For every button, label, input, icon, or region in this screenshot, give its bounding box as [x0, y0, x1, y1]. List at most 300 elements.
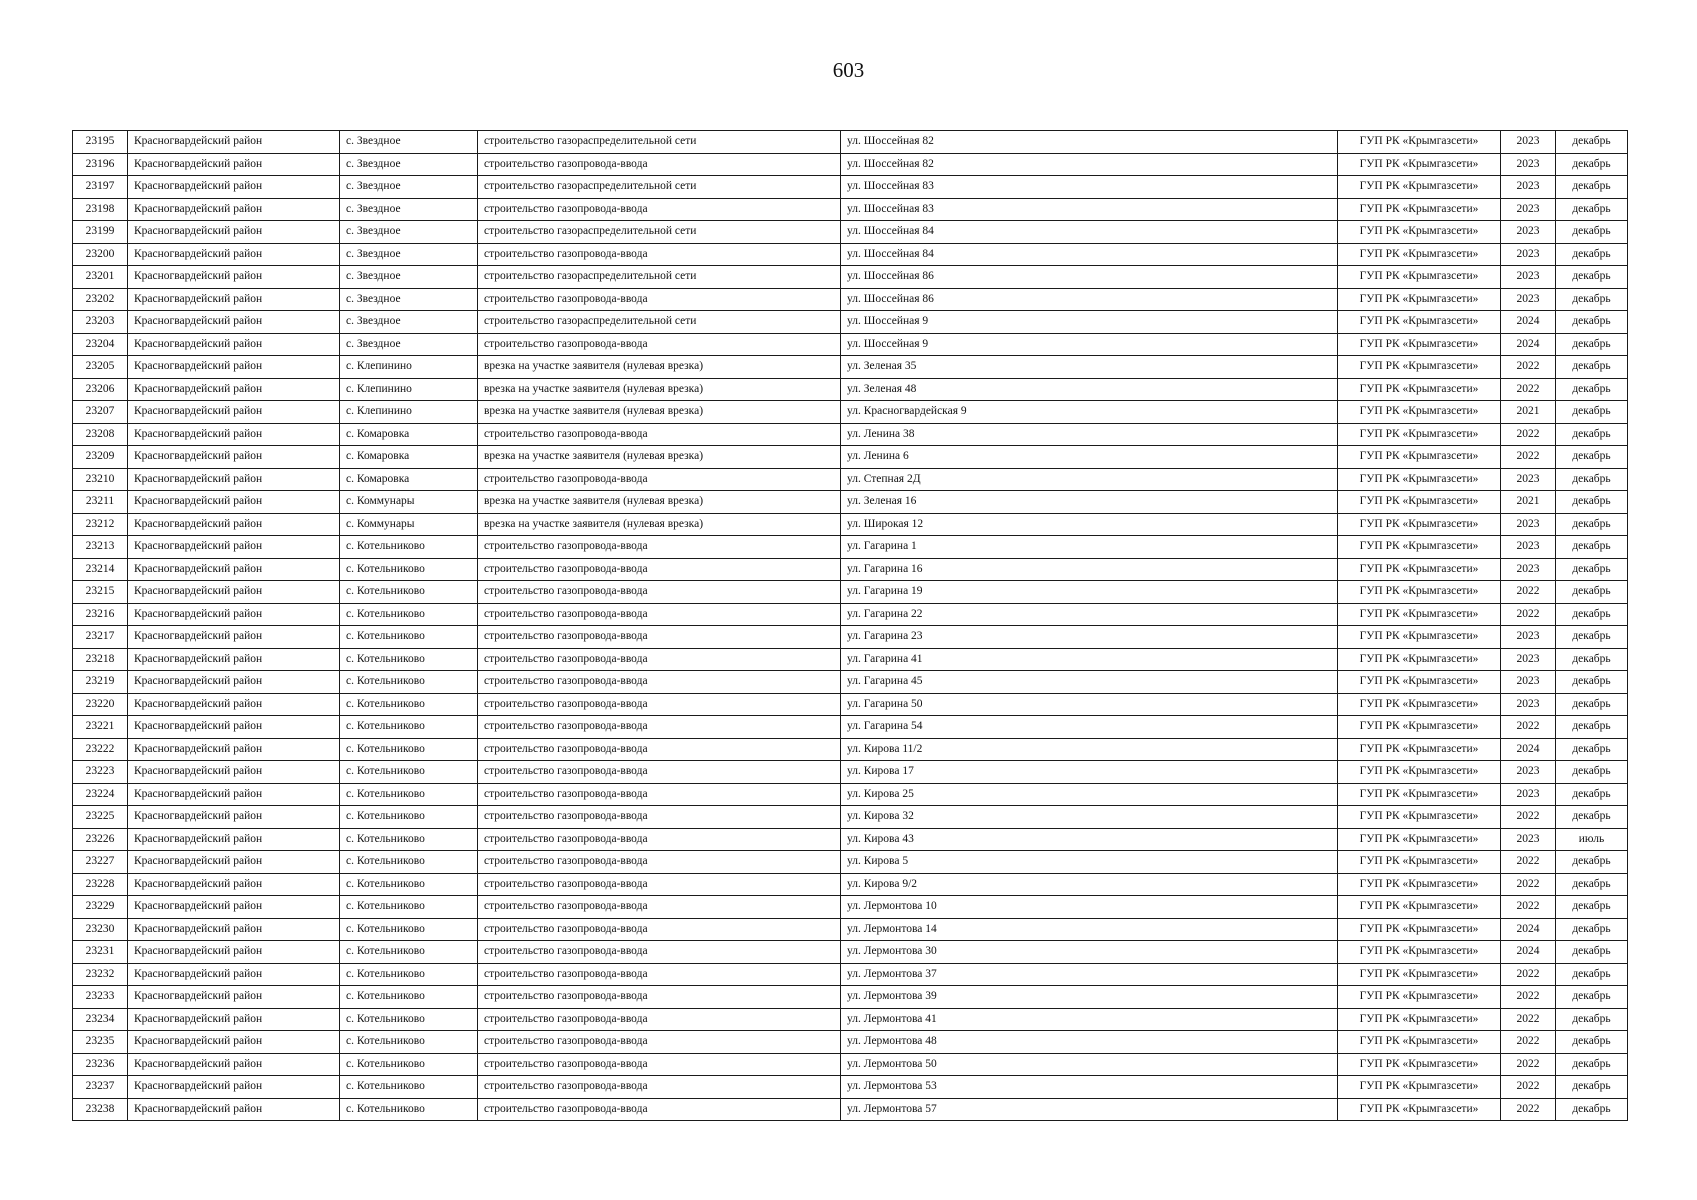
year-cell: 2022 [1501, 1008, 1556, 1031]
organization-cell: ГУП РК «Крымгазсети» [1338, 963, 1501, 986]
table-row [73, 131, 1628, 154]
settlement-cell: с. Котельниково [340, 558, 478, 581]
district-cell: Красногвардейский район [128, 513, 340, 536]
year-cell: 2022 [1501, 963, 1556, 986]
district-cell: Красногвардейский район [128, 198, 340, 221]
year-cell: 2021 [1501, 491, 1556, 514]
month-cell: декабрь [1556, 198, 1628, 221]
row-number-cell: 23235 [73, 1031, 128, 1054]
table-row [73, 513, 1628, 536]
row-number-cell: 23197 [73, 176, 128, 199]
organization-cell: ГУП РК «Крымгазсети» [1338, 738, 1501, 761]
table-row [73, 603, 1628, 626]
table-row [73, 918, 1628, 941]
month-cell: декабрь [1556, 468, 1628, 491]
address-cell: ул. Гагарина 1 [841, 536, 1338, 559]
row-number-cell: 23213 [73, 536, 128, 559]
table-row [73, 333, 1628, 356]
month-cell: декабрь [1556, 918, 1628, 941]
organization-cell: ГУП РК «Крымгазсети» [1338, 761, 1501, 784]
table-row [73, 873, 1628, 896]
settlement-cell: с. Котельниково [340, 873, 478, 896]
settlement-cell: с. Звездное [340, 176, 478, 199]
work-type-cell: строительство газораспределительной сети [478, 176, 841, 199]
district-cell: Красногвардейский район [128, 761, 340, 784]
address-cell: ул. Гагарина 50 [841, 693, 1338, 716]
organization-cell: ГУП РК «Крымгазсети» [1338, 986, 1501, 1009]
month-cell: декабрь [1556, 626, 1628, 649]
address-cell: ул. Гагарина 16 [841, 558, 1338, 581]
table-row [73, 221, 1628, 244]
year-cell: 2024 [1501, 333, 1556, 356]
organization-cell: ГУП РК «Крымгазсети» [1338, 558, 1501, 581]
address-cell: ул. Шоссейная 84 [841, 221, 1338, 244]
work-type-cell: строительство газопровода-ввода [478, 716, 841, 739]
row-number-cell: 23195 [73, 131, 128, 154]
month-cell: декабрь [1556, 558, 1628, 581]
month-cell: декабрь [1556, 986, 1628, 1009]
district-cell: Красногвардейский район [128, 356, 340, 379]
row-number-cell: 23230 [73, 918, 128, 941]
address-cell: ул. Шоссейная 9 [841, 311, 1338, 334]
organization-cell: ГУП РК «Крымгазсети» [1338, 198, 1501, 221]
year-cell: 2022 [1501, 446, 1556, 469]
district-cell: Красногвардейский район [128, 716, 340, 739]
district-cell: Красногвардейский район [128, 378, 340, 401]
row-number-cell: 23232 [73, 963, 128, 986]
district-cell: Красногвардейский район [128, 693, 340, 716]
district-cell: Красногвардейский район [128, 333, 340, 356]
month-cell: декабрь [1556, 963, 1628, 986]
district-cell: Красногвардейский район [128, 603, 340, 626]
address-cell: ул. Кирова 5 [841, 851, 1338, 874]
row-number-cell: 23207 [73, 401, 128, 424]
district-cell: Красногвардейский район [128, 648, 340, 671]
district-cell: Красногвардейский район [128, 266, 340, 289]
address-cell: ул. Лермонтова 14 [841, 918, 1338, 941]
district-cell: Красногвардейский район [128, 423, 340, 446]
month-cell: декабрь [1556, 716, 1628, 739]
year-cell: 2024 [1501, 918, 1556, 941]
month-cell: декабрь [1556, 311, 1628, 334]
district-cell: Красногвардейский район [128, 963, 340, 986]
table-row [73, 468, 1628, 491]
work-type-cell: строительство газопровода-ввода [478, 761, 841, 784]
row-number-cell: 23223 [73, 761, 128, 784]
organization-cell: ГУП РК «Крымгазсети» [1338, 536, 1501, 559]
row-number-cell: 23229 [73, 896, 128, 919]
table-row [73, 581, 1628, 604]
month-cell: декабрь [1556, 896, 1628, 919]
month-cell: декабрь [1556, 378, 1628, 401]
year-cell: 2022 [1501, 873, 1556, 896]
settlement-cell: с. Коммунары [340, 491, 478, 514]
settlement-cell: с. Котельниково [340, 986, 478, 1009]
row-number-cell: 23219 [73, 671, 128, 694]
month-cell: декабрь [1556, 1008, 1628, 1031]
table-row [73, 243, 1628, 266]
organization-cell: ГУП РК «Крымгазсети» [1338, 896, 1501, 919]
settlement-cell: с. Котельниково [340, 693, 478, 716]
work-type-cell: строительство газопровода-ввода [478, 1053, 841, 1076]
month-cell: декабрь [1556, 671, 1628, 694]
month-cell: декабрь [1556, 266, 1628, 289]
table-row [73, 941, 1628, 964]
address-cell: ул. Кирова 17 [841, 761, 1338, 784]
settlement-cell: с. Звездное [340, 333, 478, 356]
organization-cell: ГУП РК «Крымгазсети» [1338, 243, 1501, 266]
work-type-cell: строительство газопровода-ввода [478, 828, 841, 851]
organization-cell: ГУП РК «Крымгазсети» [1338, 828, 1501, 851]
district-cell: Красногвардейский район [128, 468, 340, 491]
table-row [73, 558, 1628, 581]
month-cell: декабрь [1556, 333, 1628, 356]
table-row [73, 738, 1628, 761]
month-cell: декабрь [1556, 1076, 1628, 1099]
address-cell: ул. Кирова 9/2 [841, 873, 1338, 896]
district-cell: Красногвардейский район [128, 1053, 340, 1076]
table-row [73, 198, 1628, 221]
table-row [73, 986, 1628, 1009]
settlement-cell: с. Клепинино [340, 356, 478, 379]
row-number-cell: 23196 [73, 153, 128, 176]
work-type-cell: врезка на участке заявителя (нулевая врезка) [478, 356, 841, 379]
table-row [73, 963, 1628, 986]
table-row [73, 828, 1628, 851]
organization-cell: ГУП РК «Крымгазсети» [1338, 851, 1501, 874]
organization-cell: ГУП РК «Крымгазсети» [1338, 1053, 1501, 1076]
address-cell: ул. Зеленая 16 [841, 491, 1338, 514]
organization-cell: ГУП РК «Крымгазсети» [1338, 221, 1501, 244]
organization-cell: ГУП РК «Крымгазсети» [1338, 1076, 1501, 1099]
settlement-cell: с. Котельниково [340, 918, 478, 941]
work-type-cell: строительство газопровода-ввода [478, 1008, 841, 1031]
district-cell: Красногвардейский район [128, 671, 340, 694]
organization-cell: ГУП РК «Крымгазсети» [1338, 378, 1501, 401]
work-type-cell: строительство газопровода-ввода [478, 783, 841, 806]
work-type-cell: строительство газопровода-ввода [478, 536, 841, 559]
address-cell: ул. Кирова 11/2 [841, 738, 1338, 761]
address-cell: ул. Гагарина 45 [841, 671, 1338, 694]
row-number-cell: 23236 [73, 1053, 128, 1076]
row-number-cell: 23215 [73, 581, 128, 604]
month-cell: декабрь [1556, 243, 1628, 266]
organization-cell: ГУП РК «Крымгазсети» [1338, 176, 1501, 199]
work-type-cell: строительство газопровода-ввода [478, 333, 841, 356]
district-cell: Красногвардейский район [128, 1008, 340, 1031]
settlement-cell: с. Звездное [340, 153, 478, 176]
row-number-cell: 23218 [73, 648, 128, 671]
table-row [73, 266, 1628, 289]
settlement-cell: с. Клепинино [340, 378, 478, 401]
organization-cell: ГУП РК «Крымгазсети» [1338, 941, 1501, 964]
month-cell: декабрь [1556, 873, 1628, 896]
year-cell: 2022 [1501, 1031, 1556, 1054]
organization-cell: ГУП РК «Крымгазсети» [1338, 468, 1501, 491]
organization-cell: ГУП РК «Крымгазсети» [1338, 288, 1501, 311]
work-type-cell: строительство газопровода-ввода [478, 963, 841, 986]
district-cell: Красногвардейский район [128, 446, 340, 469]
row-number-cell: 23206 [73, 378, 128, 401]
year-cell: 2023 [1501, 176, 1556, 199]
district-cell: Красногвардейский район [128, 873, 340, 896]
month-cell: июль [1556, 828, 1628, 851]
organization-cell: ГУП РК «Крымгазсети» [1338, 491, 1501, 514]
work-type-cell: строительство газопровода-ввода [478, 198, 841, 221]
month-cell: декабрь [1556, 131, 1628, 154]
settlement-cell: с. Котельниково [340, 581, 478, 604]
organization-cell: ГУП РК «Крымгазсети» [1338, 918, 1501, 941]
work-type-cell: строительство газораспределительной сети [478, 221, 841, 244]
work-type-cell: строительство газопровода-ввода [478, 288, 841, 311]
organization-cell: ГУП РК «Крымгазсети» [1338, 693, 1501, 716]
settlement-cell: с. Котельниково [340, 536, 478, 559]
organization-cell: ГУП РК «Крымгазсети» [1338, 356, 1501, 379]
table-row [73, 401, 1628, 424]
settlement-cell: с. Котельниково [340, 626, 478, 649]
month-cell: декабрь [1556, 401, 1628, 424]
month-cell: декабрь [1556, 693, 1628, 716]
year-cell: 2023 [1501, 783, 1556, 806]
address-cell: ул. Широкая 12 [841, 513, 1338, 536]
district-cell: Красногвардейский район [128, 896, 340, 919]
work-type-cell: строительство газопровода-ввода [478, 941, 841, 964]
row-number-cell: 23224 [73, 783, 128, 806]
table-row [73, 536, 1628, 559]
work-type-cell: строительство газопровода-ввода [478, 1076, 841, 1099]
month-cell: декабрь [1556, 221, 1628, 244]
row-number-cell: 23233 [73, 986, 128, 1009]
settlement-cell: с. Котельниково [340, 1076, 478, 1099]
month-cell: декабрь [1556, 851, 1628, 874]
year-cell: 2023 [1501, 243, 1556, 266]
organization-cell: ГУП РК «Крымгазсети» [1338, 716, 1501, 739]
year-cell: 2023 [1501, 693, 1556, 716]
district-cell: Красногвардейский район [128, 738, 340, 761]
month-cell: декабрь [1556, 783, 1628, 806]
year-cell: 2023 [1501, 513, 1556, 536]
address-cell: ул. Шоссейная 82 [841, 131, 1338, 154]
settlement-cell: с. Звездное [340, 288, 478, 311]
month-cell: декабрь [1556, 1053, 1628, 1076]
address-cell: ул. Лермонтова 39 [841, 986, 1338, 1009]
row-number-cell: 23216 [73, 603, 128, 626]
work-type-cell: строительство газопровода-ввода [478, 243, 841, 266]
year-cell: 2022 [1501, 1076, 1556, 1099]
table-row [73, 1031, 1628, 1054]
organization-cell: ГУП РК «Крымгазсети» [1338, 1031, 1501, 1054]
table-row [73, 648, 1628, 671]
year-cell: 2023 [1501, 671, 1556, 694]
table-row [73, 896, 1628, 919]
work-type-cell: строительство газопровода-ввода [478, 648, 841, 671]
year-cell: 2022 [1501, 603, 1556, 626]
year-cell: 2023 [1501, 266, 1556, 289]
year-cell: 2024 [1501, 738, 1556, 761]
work-type-cell: строительство газопровода-ввода [478, 693, 841, 716]
row-number-cell: 23209 [73, 446, 128, 469]
row-number-cell: 23225 [73, 806, 128, 829]
year-cell: 2024 [1501, 311, 1556, 334]
settlement-cell: с. Котельниково [340, 963, 478, 986]
address-cell: ул. Шоссейная 84 [841, 243, 1338, 266]
table-row [73, 153, 1628, 176]
district-cell: Красногвардейский район [128, 581, 340, 604]
month-cell: декабрь [1556, 603, 1628, 626]
address-cell: ул. Лермонтова 53 [841, 1076, 1338, 1099]
address-cell: ул. Шоссейная 83 [841, 176, 1338, 199]
work-type-cell: строительство газопровода-ввода [478, 986, 841, 1009]
row-number-cell: 23217 [73, 626, 128, 649]
month-cell: декабрь [1556, 153, 1628, 176]
work-type-cell: строительство газопровода-ввода [478, 1031, 841, 1054]
district-cell: Красногвардейский район [128, 491, 340, 514]
row-number-cell: 23231 [73, 941, 128, 964]
organization-cell: ГУП РК «Крымгазсети» [1338, 153, 1501, 176]
address-cell: ул. Шоссейная 86 [841, 266, 1338, 289]
year-cell: 2022 [1501, 896, 1556, 919]
work-type-cell: строительство газопровода-ввода [478, 738, 841, 761]
row-number-cell: 23214 [73, 558, 128, 581]
month-cell: декабрь [1556, 536, 1628, 559]
district-cell: Красногвардейский район [128, 401, 340, 424]
row-number-cell: 23212 [73, 513, 128, 536]
district-cell: Красногвардейский район [128, 176, 340, 199]
month-cell: декабрь [1556, 581, 1628, 604]
row-number-cell: 23200 [73, 243, 128, 266]
address-cell: ул. Лермонтова 10 [841, 896, 1338, 919]
settlement-cell: с. Звездное [340, 266, 478, 289]
settlement-cell: с. Котельниково [340, 851, 478, 874]
address-cell: ул. Гагарина 54 [841, 716, 1338, 739]
row-number-cell: 23220 [73, 693, 128, 716]
organization-cell: ГУП РК «Крымгазсети» [1338, 648, 1501, 671]
address-cell: ул. Лермонтова 57 [841, 1098, 1338, 1121]
month-cell: декабрь [1556, 446, 1628, 469]
address-cell: ул. Степная 2Д [841, 468, 1338, 491]
year-cell: 2023 [1501, 828, 1556, 851]
work-type-cell: строительство газопровода-ввода [478, 423, 841, 446]
district-cell: Красногвардейский район [128, 131, 340, 154]
month-cell: декабрь [1556, 288, 1628, 311]
address-cell: ул. Шоссейная 86 [841, 288, 1338, 311]
row-number-cell: 23228 [73, 873, 128, 896]
month-cell: декабрь [1556, 941, 1628, 964]
settlement-cell: с. Звездное [340, 221, 478, 244]
row-number-cell: 23221 [73, 716, 128, 739]
district-cell: Красногвардейский район [128, 986, 340, 1009]
settlement-cell: с. Комаровка [340, 423, 478, 446]
month-cell: декабрь [1556, 423, 1628, 446]
table-row [73, 693, 1628, 716]
month-cell: декабрь [1556, 176, 1628, 199]
row-number-cell: 23211 [73, 491, 128, 514]
organization-cell: ГУП РК «Крымгазсети» [1338, 311, 1501, 334]
address-cell: ул. Лермонтова 48 [841, 1031, 1338, 1054]
settlement-cell: с. Котельниково [340, 941, 478, 964]
work-type-cell: врезка на участке заявителя (нулевая врезка) [478, 513, 841, 536]
table-row [73, 806, 1628, 829]
work-type-cell: строительство газопровода-ввода [478, 873, 841, 896]
district-cell: Красногвардейский район [128, 221, 340, 244]
district-cell: Красногвардейский район [128, 243, 340, 266]
address-cell: ул. Ленина 6 [841, 446, 1338, 469]
row-number-cell: 23205 [73, 356, 128, 379]
district-cell: Красногвардейский район [128, 851, 340, 874]
settlement-cell: с. Комаровка [340, 446, 478, 469]
organization-cell: ГУП РК «Крымгазсети» [1338, 446, 1501, 469]
district-cell: Красногвардейский район [128, 1031, 340, 1054]
work-type-cell: врезка на участке заявителя (нулевая врезка) [478, 491, 841, 514]
year-cell: 2023 [1501, 198, 1556, 221]
settlement-cell: с. Звездное [340, 243, 478, 266]
table-row [73, 851, 1628, 874]
table-row [73, 311, 1628, 334]
row-number-cell: 23208 [73, 423, 128, 446]
address-cell: ул. Кирова 32 [841, 806, 1338, 829]
row-number-cell: 23204 [73, 333, 128, 356]
work-type-cell: врезка на участке заявителя (нулевая врезка) [478, 401, 841, 424]
row-number-cell: 23234 [73, 1008, 128, 1031]
year-cell: 2024 [1501, 941, 1556, 964]
year-cell: 2022 [1501, 716, 1556, 739]
address-cell: ул. Шоссейная 83 [841, 198, 1338, 221]
district-cell: Красногвардейский район [128, 288, 340, 311]
address-cell: ул. Кирова 25 [841, 783, 1338, 806]
work-type-cell: строительство газопровода-ввода [478, 851, 841, 874]
organization-cell: ГУП РК «Крымгазсети» [1338, 783, 1501, 806]
month-cell: декабрь [1556, 648, 1628, 671]
organization-cell: ГУП РК «Крымгазсети» [1338, 266, 1501, 289]
district-cell: Красногвардейский район [128, 828, 340, 851]
year-cell: 2022 [1501, 356, 1556, 379]
district-cell: Красногвардейский район [128, 918, 340, 941]
work-type-cell: врезка на участке заявителя (нулевая врезка) [478, 378, 841, 401]
year-cell: 2022 [1501, 1098, 1556, 1121]
year-cell: 2023 [1501, 288, 1556, 311]
address-cell: ул. Зеленая 35 [841, 356, 1338, 379]
table-row [73, 378, 1628, 401]
district-cell: Красногвардейский район [128, 783, 340, 806]
district-cell: Красногвардейский район [128, 153, 340, 176]
work-type-cell: строительство газораспределительной сети [478, 131, 841, 154]
address-cell: ул. Ленина 38 [841, 423, 1338, 446]
month-cell: декабрь [1556, 1031, 1628, 1054]
district-cell: Красногвардейский район [128, 1076, 340, 1099]
work-type-cell: строительство газораспределительной сети [478, 266, 841, 289]
table-row [73, 176, 1628, 199]
organization-cell: ГУП РК «Крымгазсети» [1338, 873, 1501, 896]
row-number-cell: 23237 [73, 1076, 128, 1099]
address-cell: ул. Шоссейная 9 [841, 333, 1338, 356]
work-type-cell: строительство газопровода-ввода [478, 806, 841, 829]
month-cell: декабрь [1556, 491, 1628, 514]
table-row [73, 716, 1628, 739]
settlement-cell: с. Котельниково [340, 648, 478, 671]
settlement-cell: с. Котельниково [340, 828, 478, 851]
organization-cell: ГУП РК «Крымгазсети» [1338, 513, 1501, 536]
year-cell: 2021 [1501, 401, 1556, 424]
year-cell: 2022 [1501, 851, 1556, 874]
settlement-cell: с. Клепинино [340, 401, 478, 424]
settlement-cell: с. Котельниково [340, 603, 478, 626]
settlement-cell: с. Звездное [340, 198, 478, 221]
work-type-cell: врезка на участке заявителя (нулевая врезка) [478, 446, 841, 469]
table-row [73, 1098, 1628, 1121]
work-type-cell: строительство газопровода-ввода [478, 626, 841, 649]
table-row [73, 761, 1628, 784]
organization-cell: ГУП РК «Крымгазсети» [1338, 581, 1501, 604]
